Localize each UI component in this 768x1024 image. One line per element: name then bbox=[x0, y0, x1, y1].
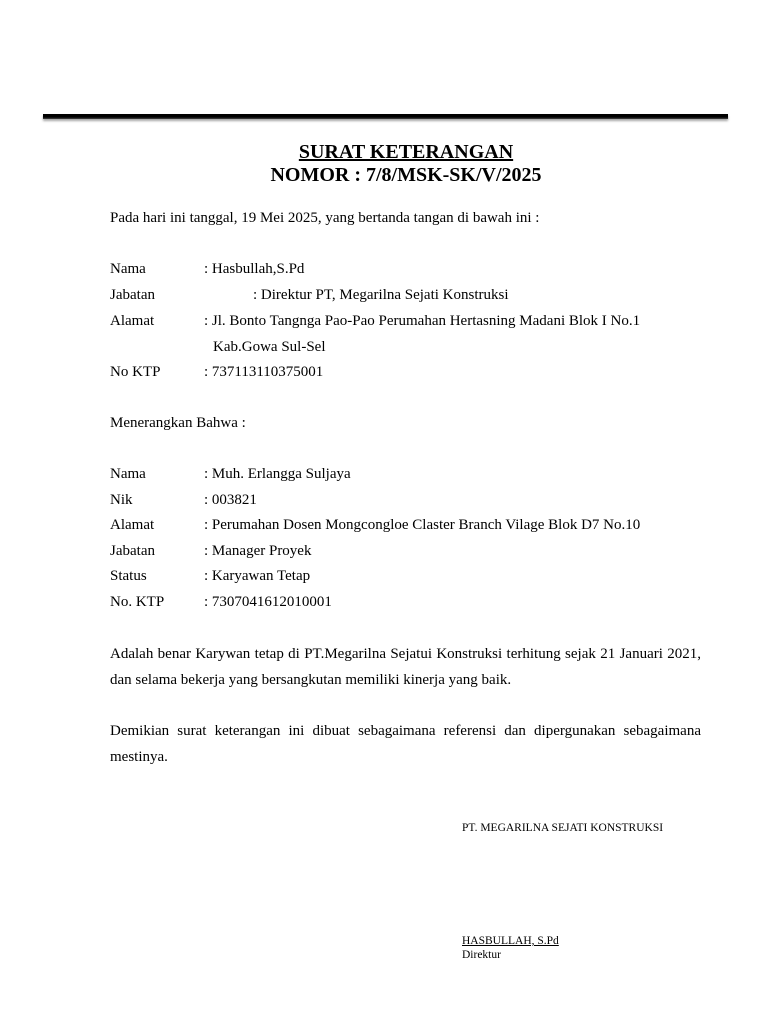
declaration-text: Menerangkan Bahwa : bbox=[110, 415, 246, 431]
employee-name-value: : Muh. Erlangga Suljaya bbox=[204, 466, 351, 482]
employee-name-label: Nama bbox=[110, 466, 146, 482]
employee-position-value: : Manager Proyek bbox=[204, 543, 312, 559]
signer-position-label: Jabatan bbox=[110, 287, 155, 303]
signer-address-value-line2: Kab.Gowa Sul-Sel bbox=[213, 339, 326, 355]
signer-position-value: : Direktur PT, Megarilna Sejati Konstruksi bbox=[253, 287, 509, 303]
closing-paragraph: Demikian surat keterangan ini dibuat sebagaimana referensi dan dipergunakan sebagaimana mestinya. bbox=[110, 723, 701, 765]
body-paragraph: Adalah benar Karywan tetap di PT.Megarilna Sejatui Konstruksi terhitung sejak 21 Januari 2021, dan selama bekerja yang bersangkutan memiliki kinerja yang baik. bbox=[110, 646, 701, 688]
employee-ktp-value: : 7307041612010001 bbox=[204, 594, 332, 610]
signer-ktp-label: No KTP bbox=[110, 364, 161, 380]
signature-company: PT. MEGARILNA SEJATI KONSTRUKSI bbox=[462, 822, 664, 834]
signer-name-value: : Hasbullah,S.Pd bbox=[204, 261, 305, 277]
document-title: SURAT KETERANGAN bbox=[298, 141, 514, 163]
signer-ktp-value: : 737113110375001 bbox=[204, 364, 324, 380]
intro-text: Pada hari ini tanggal, 19 Mei 2025, yang bertanda tangan di bawah ini : bbox=[110, 210, 540, 226]
signer-address-value-line1: : Jl. Bonto Tangnga Pao-Pao Perumahan Hertasning Madani Blok I No.1 bbox=[204, 313, 641, 329]
signer-name-label: Nama bbox=[110, 261, 146, 277]
employee-status-value: : Karyawan Tetap bbox=[204, 568, 311, 584]
employee-position-label: Jabatan bbox=[110, 543, 155, 559]
employee-nik-value: : 003821 bbox=[204, 492, 257, 508]
employee-address-label: Alamat bbox=[110, 517, 155, 533]
signature-position: Direktur bbox=[462, 949, 501, 961]
employee-address-value: : Perumahan Dosen Mongcongloe Claster Branch Vilage Blok D7 No.10 bbox=[204, 517, 641, 533]
document-number: NOMOR : 7/8/MSK-SK/V/2025 bbox=[270, 164, 542, 186]
employee-status-label: Status bbox=[110, 568, 147, 584]
signer-address-label: Alamat bbox=[110, 313, 155, 329]
employee-nik-label: Nik bbox=[110, 492, 133, 508]
signature-name: HASBULLAH, S.Pd bbox=[462, 935, 559, 947]
header-rule bbox=[43, 114, 728, 119]
employee-ktp-label: No. KTP bbox=[110, 594, 165, 610]
